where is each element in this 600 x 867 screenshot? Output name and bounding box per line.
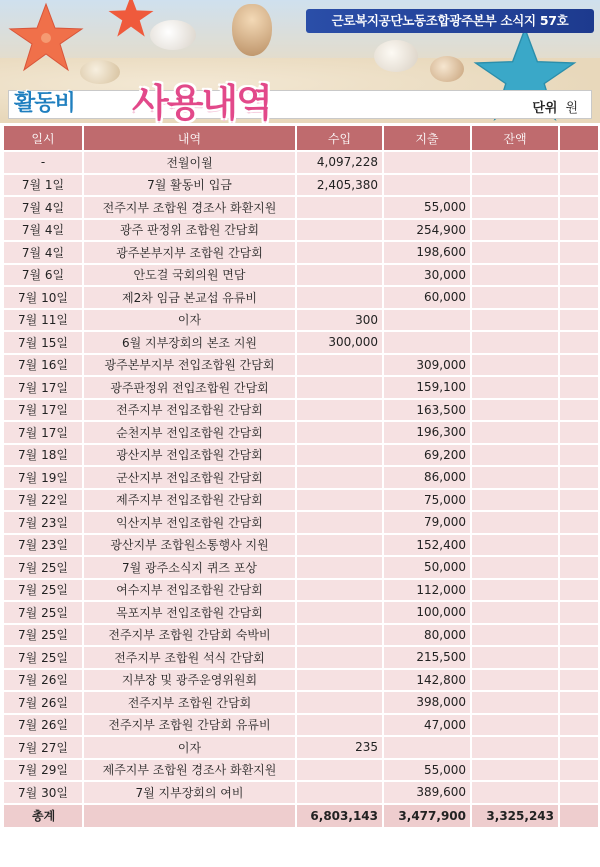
row-balance: [471, 444, 559, 467]
row-desc: 제주지부 전입조합원 간담회: [83, 489, 296, 512]
total-expense: 3,477,900: [383, 804, 471, 828]
row-balance: [471, 511, 559, 534]
row-blank: [559, 759, 599, 782]
row-blank: [559, 691, 599, 714]
col-header-blank: [559, 125, 599, 151]
row-expense: 100,000: [383, 601, 471, 624]
row-expense: [383, 174, 471, 197]
ledger-body: [3, 151, 599, 828]
col-header-date: 일시: [3, 125, 83, 151]
row-balance: [471, 354, 559, 377]
row-desc: 전주지부 조합원 간담회 유류비: [83, 714, 296, 737]
row-desc: 안도걸 국회의원 면담: [83, 264, 296, 287]
row-blank: [559, 444, 599, 467]
row-balance: [471, 151, 559, 174]
row-desc: 광주본부지부 조합원 간담회: [83, 241, 296, 264]
row-date: 7월 26일: [3, 691, 83, 714]
row-expense: 309,000: [383, 354, 471, 377]
row-income: [296, 759, 383, 782]
row-expense: 389,600: [383, 781, 471, 804]
row-desc: 이자: [83, 736, 296, 759]
row-blank: [559, 196, 599, 219]
row-blank: [559, 466, 599, 489]
row-blank: [559, 151, 599, 174]
row-expense: 215,500: [383, 646, 471, 669]
row-balance: [471, 466, 559, 489]
row-blank: [559, 669, 599, 692]
row-expense: 79,000: [383, 511, 471, 534]
row-income: [296, 669, 383, 692]
row-expense: 75,000: [383, 489, 471, 512]
header-banner: [0, 0, 600, 123]
row-expense: 50,000: [383, 556, 471, 579]
row-income: 235: [296, 736, 383, 759]
row-balance: [471, 376, 559, 399]
row-balance: [471, 759, 559, 782]
row-expense: 30,000: [383, 264, 471, 287]
row-desc: 7월 활동비 입금: [83, 174, 296, 197]
shell-icon: [80, 60, 120, 84]
table-row: [3, 354, 599, 377]
row-blank: [559, 219, 599, 242]
row-expense: 152,400: [383, 534, 471, 557]
row-date: 7월 27일: [3, 736, 83, 759]
row-date: 7월 23일: [3, 534, 83, 557]
row-balance: [471, 669, 559, 692]
row-balance: [471, 399, 559, 422]
row-blank: [559, 286, 599, 309]
row-desc: 제2차 임금 본교섭 유류비: [83, 286, 296, 309]
table-row: [3, 466, 599, 489]
table-row: [3, 444, 599, 467]
row-balance: [471, 781, 559, 804]
row-desc: 7월 지부장회의 여비: [83, 781, 296, 804]
row-date: 7월 26일: [3, 669, 83, 692]
row-balance: [471, 219, 559, 242]
row-income: 300,000: [296, 331, 383, 354]
row-balance: [471, 264, 559, 287]
row-balance: [471, 579, 559, 602]
row-income: [296, 691, 383, 714]
row-balance: [471, 646, 559, 669]
row-blank: [559, 241, 599, 264]
row-expense: [383, 309, 471, 332]
row-blank: [559, 421, 599, 444]
row-blank: [559, 579, 599, 602]
table-row: [3, 219, 599, 242]
row-desc: 전주지부 전입조합원 간담회: [83, 399, 296, 422]
row-expense: [383, 331, 471, 354]
table-row: [3, 264, 599, 287]
unit-label-text: 단위: [532, 101, 558, 116]
row-blank: [559, 556, 599, 579]
row-desc: 이자: [83, 309, 296, 332]
row-blank: [559, 601, 599, 624]
row-income: [296, 399, 383, 422]
row-income: [296, 421, 383, 444]
row-income: [296, 376, 383, 399]
row-desc: 광주 판정위 조합원 간담회: [83, 219, 296, 242]
row-income: 300: [296, 309, 383, 332]
row-balance: [471, 174, 559, 197]
row-desc: 6월 지부장회의 본조 지원: [83, 331, 296, 354]
row-date: 7월 4일: [3, 219, 83, 242]
row-income: [296, 781, 383, 804]
row-expense: 398,000: [383, 691, 471, 714]
row-income: [296, 714, 383, 737]
row-expense: 69,200: [383, 444, 471, 467]
row-date: 7월 16일: [3, 354, 83, 377]
row-desc: 전월이월: [83, 151, 296, 174]
row-balance: [471, 331, 559, 354]
row-balance: [471, 556, 559, 579]
row-expense: 198,600: [383, 241, 471, 264]
table-row: [3, 489, 599, 512]
total-balance: 3,325,243: [471, 804, 559, 828]
page-title-small: 활동비: [14, 91, 75, 116]
row-desc: 전주지부 조합원 석식 간담회: [83, 646, 296, 669]
table-row: [3, 714, 599, 737]
row-date: 7월 19일: [3, 466, 83, 489]
row-blank: [559, 399, 599, 422]
starfish-icon: [106, 0, 156, 38]
row-desc: 순천지부 전입조합원 간담회: [83, 421, 296, 444]
row-income: [296, 241, 383, 264]
row-date: 7월 26일: [3, 714, 83, 737]
row-income: [296, 646, 383, 669]
table-row: [3, 691, 599, 714]
table-row: [3, 241, 599, 264]
shell-icon: [430, 56, 464, 82]
row-expense: [383, 151, 471, 174]
table-row: [3, 399, 599, 422]
total-desc: [83, 804, 296, 828]
shell-icon: [374, 40, 418, 72]
row-balance: [471, 286, 559, 309]
row-date: 7월 4일: [3, 196, 83, 219]
row-balance: [471, 624, 559, 647]
row-date: 7월 29일: [3, 759, 83, 782]
table-row: [3, 174, 599, 197]
table-row: [3, 781, 599, 804]
row-date: 7월 4일: [3, 241, 83, 264]
table-row: [3, 376, 599, 399]
row-income: [296, 466, 383, 489]
row-expense: 86,000: [383, 466, 471, 489]
row-date: 7월 25일: [3, 646, 83, 669]
row-blank: [559, 331, 599, 354]
row-blank: [559, 489, 599, 512]
shell-icon: [150, 20, 196, 50]
table-row: [3, 534, 599, 557]
unit-label: [532, 97, 578, 116]
table-row: [3, 624, 599, 647]
table-row: [3, 309, 599, 332]
title-bar: [8, 90, 592, 119]
table-row: [3, 736, 599, 759]
unit-value: 원: [565, 101, 578, 116]
table-row: [3, 511, 599, 534]
row-income: 2,405,380: [296, 174, 383, 197]
row-income: [296, 354, 383, 377]
row-blank: [559, 174, 599, 197]
row-date: -: [3, 151, 83, 174]
row-expense: 55,000: [383, 196, 471, 219]
row-date: 7월 22일: [3, 489, 83, 512]
row-desc: 광산지부 전입조합원 간담회: [83, 444, 296, 467]
row-desc: 전주지부 조합원 간담회: [83, 691, 296, 714]
row-blank: [559, 736, 599, 759]
row-date: 7월 10일: [3, 286, 83, 309]
row-date: 7월 23일: [3, 511, 83, 534]
row-expense: 55,000: [383, 759, 471, 782]
table-row: [3, 421, 599, 444]
row-expense: 159,100: [383, 376, 471, 399]
row-blank: [559, 624, 599, 647]
row-income: [296, 579, 383, 602]
page-title: 사용내역: [132, 81, 271, 123]
row-date: 7월 17일: [3, 376, 83, 399]
row-date: 7월 25일: [3, 624, 83, 647]
row-balance: [471, 601, 559, 624]
row-desc: 광주본부지부 전입조합원 간담회: [83, 354, 296, 377]
row-income: [296, 511, 383, 534]
table-row: [3, 556, 599, 579]
row-income: [296, 624, 383, 647]
row-income: [296, 489, 383, 512]
row-desc: 지부장 및 광주운영위원회: [83, 669, 296, 692]
row-date: 7월 25일: [3, 579, 83, 602]
table-row: [3, 646, 599, 669]
row-income: [296, 534, 383, 557]
total-row: [3, 804, 599, 828]
row-desc: 전주지부 조합원 간담회 숙박비: [83, 624, 296, 647]
row-blank: [559, 646, 599, 669]
row-date: 7월 17일: [3, 399, 83, 422]
total-label: 총계: [3, 804, 83, 828]
row-income: [296, 264, 383, 287]
table-row: [3, 579, 599, 602]
newsletter-title: 근로복지공단노동조합광주본부 소식지 57호: [306, 9, 594, 33]
row-balance: [471, 489, 559, 512]
row-date: 7월 1일: [3, 174, 83, 197]
row-blank: [559, 511, 599, 534]
row-blank: [559, 376, 599, 399]
row-expense: 196,300: [383, 421, 471, 444]
row-date: 7월 30일: [3, 781, 83, 804]
row-expense: 142,800: [383, 669, 471, 692]
row-blank: [559, 309, 599, 332]
table-header-row: [3, 125, 599, 151]
row-date: 7월 17일: [3, 421, 83, 444]
row-balance: [471, 309, 559, 332]
row-expense: 112,000: [383, 579, 471, 602]
row-desc: 여수지부 전입조합원 간담회: [83, 579, 296, 602]
row-date: 7월 15일: [3, 331, 83, 354]
row-income: [296, 444, 383, 467]
table-row: [3, 601, 599, 624]
row-income: [296, 286, 383, 309]
row-blank: [559, 781, 599, 804]
row-date: 7월 11일: [3, 309, 83, 332]
row-blank: [559, 534, 599, 557]
table-row: [3, 196, 599, 219]
table-row: [3, 151, 599, 174]
row-blank: [559, 264, 599, 287]
row-expense: 80,000: [383, 624, 471, 647]
table-row: [3, 286, 599, 309]
row-blank: [559, 714, 599, 737]
row-desc: 제주지부 조합원 경조사 화환지원: [83, 759, 296, 782]
row-income: [296, 556, 383, 579]
table-row: [3, 331, 599, 354]
row-expense: 60,000: [383, 286, 471, 309]
col-header-balance: 잔액: [471, 125, 559, 151]
ledger-table: [2, 124, 600, 829]
row-date: 7월 6일: [3, 264, 83, 287]
row-expense: 254,900: [383, 219, 471, 242]
row-date: 7월 18일: [3, 444, 83, 467]
total-blank: [559, 804, 599, 828]
row-desc: 7월 광주소식지 퀴즈 포상: [83, 556, 296, 579]
col-header-income: 수입: [296, 125, 383, 151]
row-desc: 목포지부 전입조합원 간담회: [83, 601, 296, 624]
row-income: [296, 196, 383, 219]
row-income: [296, 601, 383, 624]
row-date: 7월 25일: [3, 556, 83, 579]
row-desc: 익산지부 전입조합원 간담회: [83, 511, 296, 534]
row-desc: 광산지부 조합원소통행사 지원: [83, 534, 296, 557]
shell-icon: [232, 4, 272, 56]
col-header-desc: 내역: [83, 125, 296, 151]
row-balance: [471, 736, 559, 759]
row-desc: 광주판정위 전입조합원 간담회: [83, 376, 296, 399]
row-date: 7월 25일: [3, 601, 83, 624]
row-expense: 163,500: [383, 399, 471, 422]
row-balance: [471, 691, 559, 714]
starfish-icon: [6, 2, 86, 72]
col-header-expense: 지출: [383, 125, 471, 151]
row-expense: [383, 736, 471, 759]
row-expense: 47,000: [383, 714, 471, 737]
row-desc: 군산지부 전입조합원 간담회: [83, 466, 296, 489]
row-blank: [559, 354, 599, 377]
row-balance: [471, 241, 559, 264]
table-row: [3, 759, 599, 782]
row-desc: 전주지부 조합원 경조사 화환지원: [83, 196, 296, 219]
row-income: [296, 219, 383, 242]
table-row: [3, 669, 599, 692]
total-income: 6,803,143: [296, 804, 383, 828]
row-income: 4,097,228: [296, 151, 383, 174]
row-balance: [471, 714, 559, 737]
row-balance: [471, 534, 559, 557]
row-balance: [471, 196, 559, 219]
row-balance: [471, 421, 559, 444]
